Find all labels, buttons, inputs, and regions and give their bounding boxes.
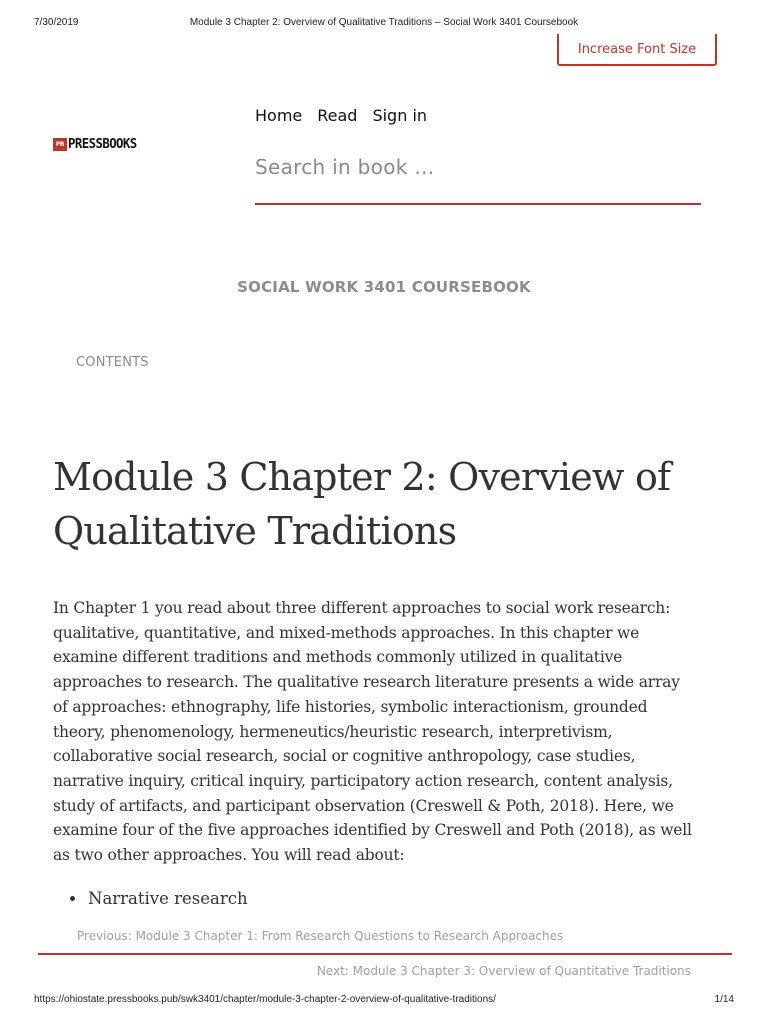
bullet-icon [70,896,75,901]
paragraph-line: theory, phenomenology, hermeneutics/heuristic research, interpretivism, [53,722,613,741]
paragraph-line: study of artifacts, and participant observation (Creswell & Poth, 2018). Here, we [53,796,674,815]
print-page-number: 1/14 [714,994,734,1005]
print-date: 7/30/2019 [34,17,79,28]
search-bar [255,150,701,205]
top-navigation [255,106,427,125]
previous-chapter-link[interactable]: Previous: Module 3 Chapter 1: From Research Questions to Research Approaches [77,929,564,943]
print-page-title: Module 3 Chapter 2: Overview of Qualitative Traditions – Social Work 3401 Coursebook [189,17,579,28]
nav-home-link[interactable]: Home [255,106,303,125]
list-item [70,889,248,908]
search-input[interactable] [255,150,701,184]
nav-read-link[interactable]: Read [317,106,358,125]
next-chapter-link[interactable]: Next: Module 3 Chapter 3: Overview of Quantitative Traditions [316,964,691,978]
chapter-title [53,450,733,558]
pressbooks-logo-text: PRESSBOOKS [68,136,137,152]
paragraph-line: qualitative, quantitative, and mixed-methods approaches. In this chapter we [53,623,640,642]
paragraph-line: In Chapter 1 you read about three different approaches to social work research: [53,599,671,617]
list-item-label: Narrative research [88,889,248,908]
footer-divider [38,953,732,955]
paragraph-line: collaborative social research, social or cognitive anthropology, case studies, [53,747,636,766]
paragraph-line: of approaches: ethnography, life histories, symbolic interactionism, grounded [53,697,648,716]
paragraph-line: examine four of the five approaches identified by Creswell and Poth (2018), as well [53,821,692,840]
contents-toggle[interactable]: CONTENTS [76,355,149,370]
approaches-list [70,889,248,908]
print-header [0,17,768,31]
chapter-title-line: Qualitative Traditions [53,509,457,553]
print-footer [0,994,768,1008]
paragraph-line: as two other approaches. You will read about: [53,846,405,865]
pressbooks-logo-icon: PB [53,138,67,151]
chapter-title-line: Module 3 Chapter 2: Overview of [53,455,671,499]
paragraph-line: approaches to research. The qualitative research literature presents a wide array [53,673,680,692]
paragraph-line: narrative inquiry, critical inquiry, participatory action research, content analysis, [53,771,673,790]
book-title[interactable]: SOCIAL WORK 3401 COURSEBOOK [237,278,531,296]
paragraph-line: examine different traditions and methods commonly utilized in qualitative [53,648,623,667]
chapter-intro-paragraph [53,596,723,868]
increase-font-size-button[interactable]: Increase Font Size [557,34,717,66]
nav-sign-in-link[interactable]: Sign in [372,106,428,125]
pressbooks-logo[interactable] [53,137,140,151]
print-url: https://ohiostate.pressbooks.pub/swk3401/chapter/module-3-chapter-2-overview-of-qualitative-traditions/ [34,994,496,1005]
